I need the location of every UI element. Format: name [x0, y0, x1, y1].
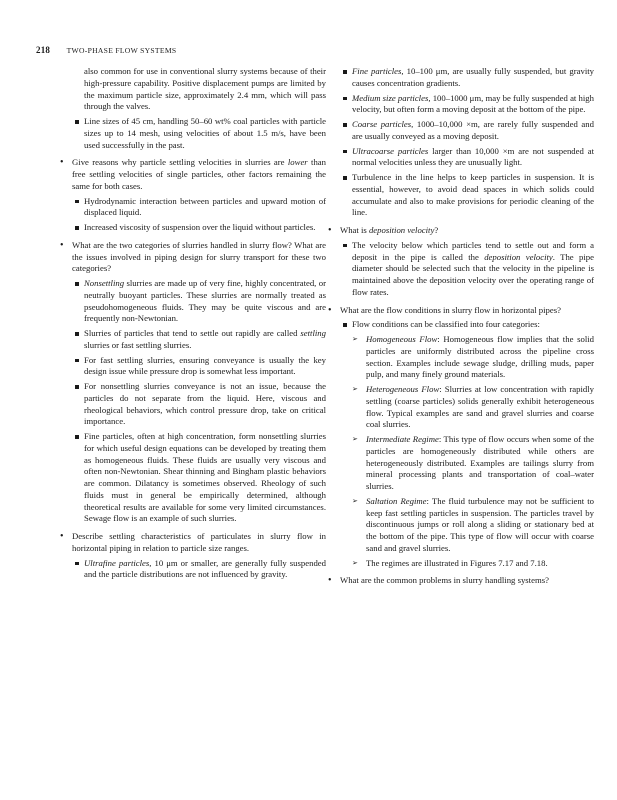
right-column [328, 66, 594, 587]
sub-list-item: ➢ Heterogeneous Flow: Slurries at low concentration with rapidly settling (coarse particles) solids generally exhibit heterogeneous flow. Typical examples are sand and gravel slurries and coarse coal slurries. [352, 384, 594, 431]
page-header [36, 45, 587, 55]
list-item: For fast settling slurries, ensuring conveyance is usually the key design issue while pressure drop is somewhat less important. [72, 355, 326, 379]
list-item: Fine particles, often at high concentration, form nonsettling slurries for which useful design equations can be developed by treating them as homogeneous fluids. These fluids are usually very viscous and often non-Newtonian. Shear thinning and Bingham plastic behaviors are common. Dilatancy is sometimes observed. Rheology of such fluids must in general be empirically determined, although theoretical results are available for some very limited circumstances. Sewage flow is an example of such slurries. [72, 431, 326, 525]
list-item: Turbulence in the line helps to keep particles in suspension. It is essential, however, to avoid dead spaces in which solids could accumulate and also to make provisions for periodic cleaning of the line. [340, 172, 594, 219]
list-item: Slurries of particles that tend to settle out rapidly are called settling slurries or fast settling slurries. [72, 328, 326, 352]
running-title: TWO-PHASE FLOW SYSTEMS [66, 46, 177, 55]
question: • What are the flow conditions in slurry flow in horizontal pipes? [328, 305, 594, 317]
question: • Describe settling characteristics of particulates in slurry flow in horizontal piping in relation to particle size ranges. [60, 531, 326, 555]
list-item: Medium size particles, 100–1000 μm, may be fully suspended at high velocity, but often form a moving deposit at the bottom of the pipe. [340, 93, 594, 117]
sub-list-item: ➢ Saltation Regime: The fluid turbulence may not be sufficient to keep fast settling particles in suspension. The particles travel by discontinuous jumps or roll along a sliding or stationary bed at the bottom of the pipe. This type of flow will occur with coarse sand and gravel slurries. [352, 496, 594, 555]
list-item: Ultrafine particles, 10 μm or smaller, are generally fully suspended and the particle distributions are not influenced by gravity. [72, 558, 326, 582]
page-number: 218 [36, 45, 51, 55]
question: • What are the common problems in slurry handling systems? [328, 575, 594, 587]
list-item: The velocity below which particles tend to settle out and form a deposit in the pipe is called the deposition velocity. The pipe diameter should be selected such that the velocity in the pipeline is maintained above the deposition velocity over the operating range of flow rates. [340, 240, 594, 299]
sub-list-item: ➢ Homogeneous Flow: Homogeneous flow implies that the solid particles are uniformly distributed across the pipeline cross section. Examples include sewage sludge, drilling muds, paper pulp, and many finely ground materials. [352, 334, 594, 381]
list-item: Nonsettling slurries are made up of very fine, highly concentrated, or neutrally buoyant particles. These slurries are normally treated as pseudohomogeneous fluids. They may be quite viscous and are frequently non-Newtonian. [72, 278, 326, 325]
list-item: Ultracoarse particles larger than 10,000 ×m are not suspended at normal velocities unless they are unusually light. [340, 146, 594, 170]
sub-list-item: ➢ Intermediate Regime: This type of flow occurs when some of the particles are homogeneously distributed while others are heterogeneously distributed. Examples are tailings slurry from mineral processing plants and transportation of coal–water slurries. [352, 434, 594, 493]
continued-paragraph: also common for use in conventional slurry systems because of their high-pressure capability. Positive displacement pumps are limited by the maximum particle size, approximately 2.4 mm, which will pass through the valves. [84, 66, 326, 112]
list-item: Fine particles, 10–100 μm, are usually fully suspended, but gravity causes concentration gradients. [340, 66, 594, 90]
list-item: Increased viscosity of suspension over the liquid without particles. [72, 222, 326, 234]
left-column [60, 66, 326, 581]
list-item: For nonsettling slurries conveyance is not an issue, because the particles do not separate from the liquid. Here, viscous and rheological behaviors, which control pressure drop, take on critical importance. [72, 381, 326, 428]
list-item: Coarse particles, 1000–10,000 ×m, are rarely fully suspended and are usually conveyed as a moving deposit. [340, 119, 594, 143]
question: • What is deposition velocity? [328, 225, 594, 237]
sub-list-item: ➢ The regimes are illustrated in Figures 7.17 and 7.18. [352, 558, 594, 570]
list-item: Flow conditions can be classified into four categories: [340, 319, 594, 331]
list-item: Line sizes of 45 cm, handling 50–60 wt% coal particles with particle sizes up to 14 mesh, using velocities of about 1.5 m/s, have been used successfully in the past. [72, 116, 326, 151]
list-item: Hydrodynamic interaction between particles and upward motion of displaced liquid. [72, 196, 326, 220]
question: • Give reasons why particle settling velocities in slurries are lower than free settling velocities of single particles, other factors remaining the same for both cases. [60, 157, 326, 192]
question: • What are the two categories of slurries handled in slurry flow? What are the issues involved in piping design for slurry transport for these two categories? [60, 240, 326, 275]
